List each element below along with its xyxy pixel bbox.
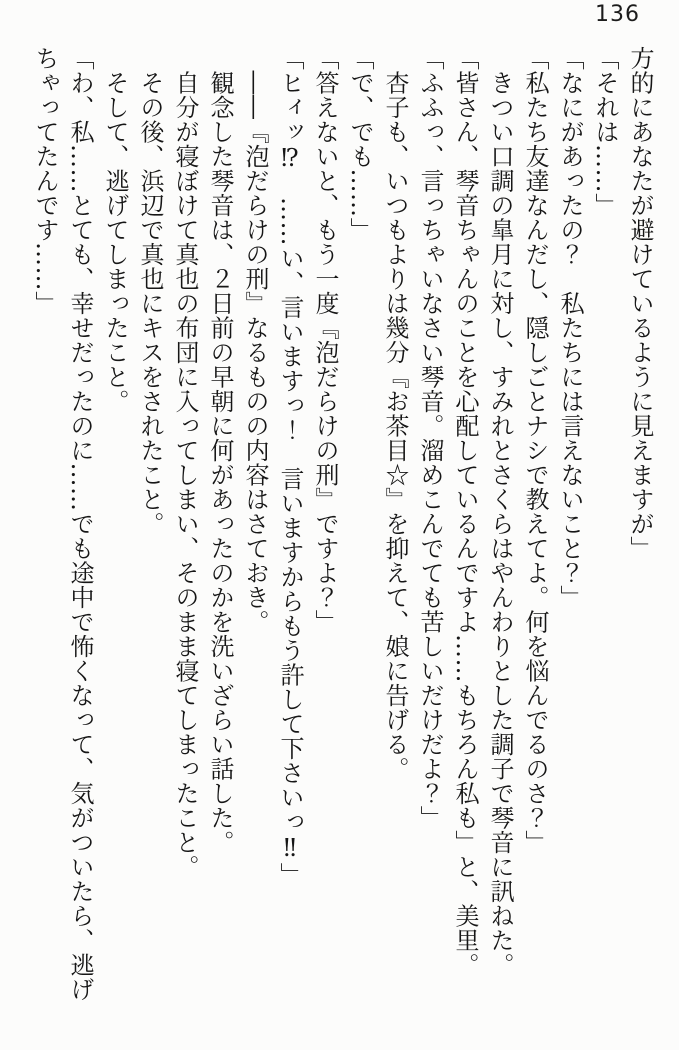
text-line: ――『泡だらけの刑』なるものの内容はさておき。 (241, 46, 269, 634)
text-line: きつい口調の皐月に対し、すみれとさくらはやんわりとした調子で琴音に訊ねた。 (486, 46, 514, 977)
text-line: 「それは……」 (591, 46, 619, 218)
text-line: 杏子も、いつもよりは幾分『お茶目☆』を抑えて、娘に告げる。 (381, 46, 409, 781)
page-number: 136 (595, 2, 640, 27)
text-line: 「なにがあったの？ 私たちには言えないこと？」 (556, 46, 584, 610)
text-line: ちゃってたんです……」 (31, 46, 59, 316)
text-line: 方的にあなたが避けているように見えますが」 (626, 46, 654, 561)
vertical-text-block (27, 46, 657, 1042)
text-line: そして、逃げてしまったこと。 (101, 46, 129, 414)
text-line: その後、浜辺で真也にキスをされたこと。 (136, 46, 164, 536)
text-line: 「で、でも……」 (346, 46, 374, 242)
text-line: 自分が寝ぼけて真也の布団に入ってしまい、そのまま寝てしまったこと。 (171, 46, 199, 879)
text-line: 「わ、私……とても、幸せだったのに……でも途中で怖くなって、気がついたら、逃げ (66, 46, 94, 1002)
text-line: 「ヒィッ⁉ ……い、言いますっ！ 言いますからもう許して下さいっ‼」 (276, 46, 304, 887)
text-line: 「私たち友達なんだし、隠しごとナシで教えてよ。何を悩んでるのさ？」 (521, 46, 549, 855)
text-line: 観念した琴音は、２日前の早朝に何があったのかを洗いざらい話した。 (206, 46, 234, 855)
text-line: 「皆さん、琴音ちゃんのことを心配しているんですよ……もちろん私も」と、美里。 (451, 46, 479, 977)
text-line: 「ふふっ、言っちゃいなさい琴音。溜めこんでても苦しいだけだよ？」 (416, 46, 444, 830)
text-line: 「答えないと、もう一度『泡だらけの刑』ですよ？」 (311, 46, 339, 634)
